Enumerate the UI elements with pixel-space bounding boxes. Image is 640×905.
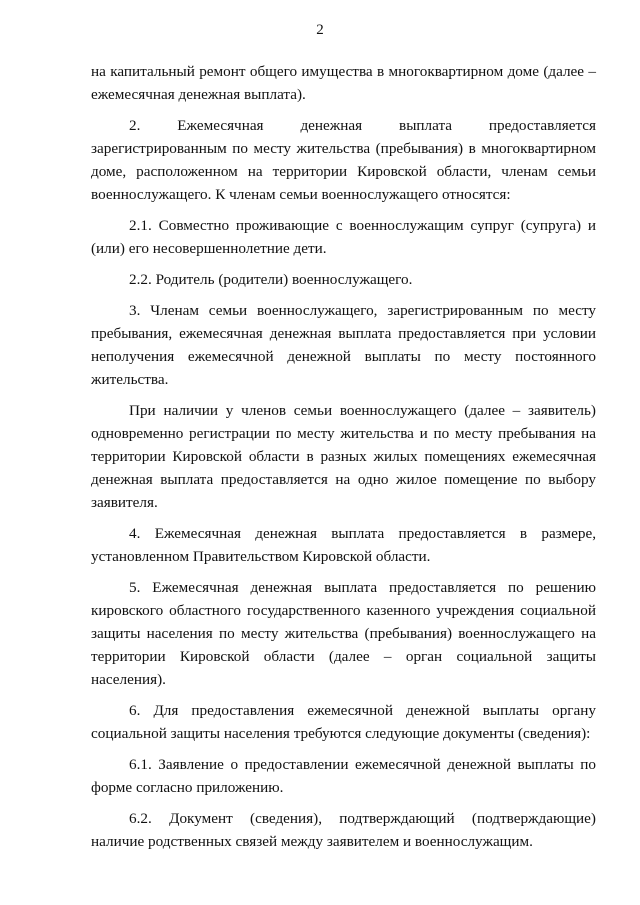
paragraph-6-1: 6.1. Заявление о предоставлении ежемесячной денежной выплаты по форме согласно приложению. (91, 756, 596, 796)
paragraph-continuation: на капитальный ремонт общего имущества в многоквартирном доме (далее – ежемесячная денежная выплата). (91, 63, 596, 103)
page-number: 2 (316, 22, 324, 38)
paragraph-3-continued: При наличии у членов семьи военнослужащего (далее – заявитель) одновременно регистрации по месту жительства и по месту пребывания на территории Кировской области в разных жилых помещениях ежемесячная денежная выплата предоставляется на одно жилое помещение по выбору заявителя. (91, 402, 596, 511)
paragraph-5: 5. Ежемесячная денежная выплата предоставляется по решению кировского областного государственного казенного учреждения социальной защиты населения по месту жительства (пребывания) военнослужащего на территории Кировской области (далее – орган социальной защиты населения). (91, 579, 596, 688)
document-body (91, 60, 596, 861)
paragraph-3: 3. Членам семьи военнослужащего, зарегистрированным по месту пребывания, ежемесячная денежная выплата предоставляется при условии неполучения ежемесячной денежной выплаты по месту постоянного жительства. (91, 302, 596, 388)
paragraph-2-2: 2.2. Родитель (родители) военнослужащего. (129, 271, 413, 288)
paragraph-2: 2. Ежемесячная денежная выплата предоставляется зарегистрированным по месту жительства (пребывания) в многоквартирном доме, расположенном на территории Кировской области, членам семьи военнослужащего. К членам семьи военнослужащего относятся: (91, 117, 596, 203)
paragraph-6: 6. Для предоставления ежемесячной денежной выплаты органу социальной защиты населения требуются следующие документы (сведения): (91, 702, 596, 742)
paragraph-4: 4. Ежемесячная денежная выплата предоставляется в размере, установленном Правительством Кировской области. (91, 525, 596, 565)
paragraph-6-2: 6.2. Документ (сведения), подтверждающий (подтверждающие) наличие родственных связей между заявителем и военнослужащим. (91, 810, 596, 850)
paragraph-2-1: 2.1. Совместно проживающие с военнослужащим супруг (супруга) и (или) его несовершеннолетние дети. (91, 217, 596, 257)
